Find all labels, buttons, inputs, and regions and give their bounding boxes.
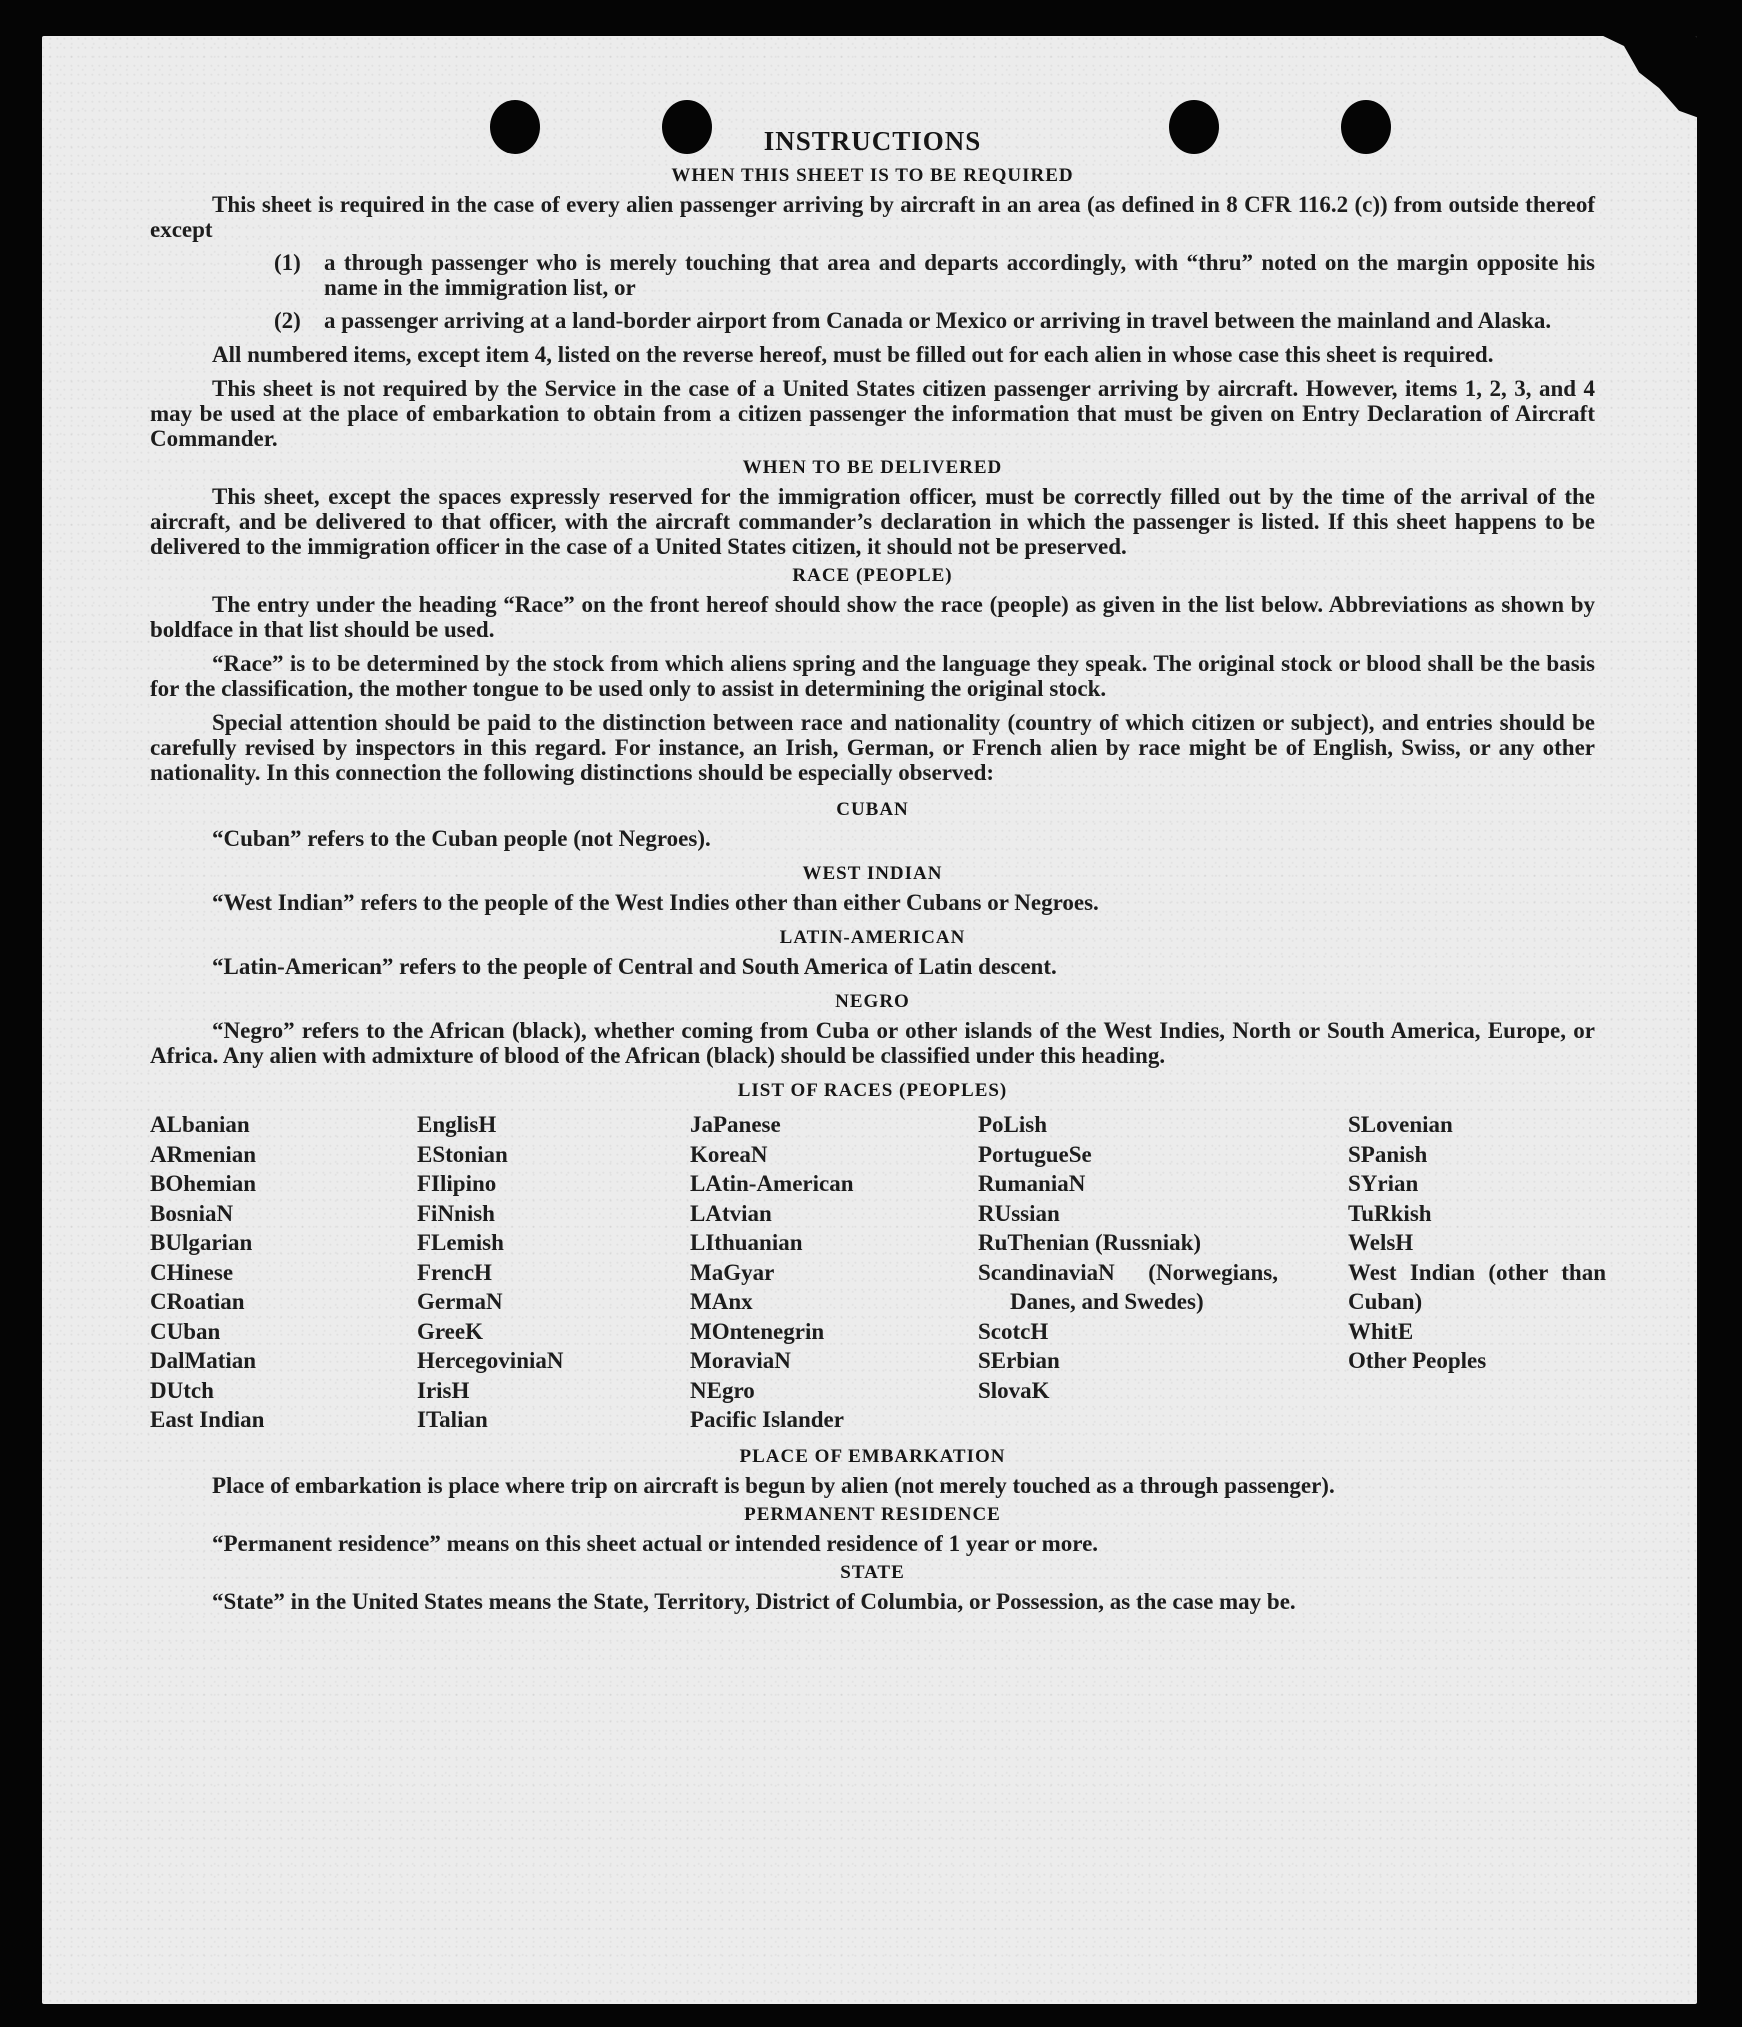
race-column: [690, 1110, 975, 1435]
race-column: [978, 1110, 1278, 1405]
race-entry: HercegoviniaN: [417, 1348, 564, 1373]
race-entry: CRoatian: [150, 1289, 245, 1314]
race-entry: MaGyar: [690, 1259, 775, 1285]
document-sheet: [42, 36, 1697, 2004]
section-heading: PERMANENT RESIDENCE: [744, 1504, 1001, 1525]
item-number: (1): [274, 250, 301, 275]
race-entry: PortugueSe: [978, 1141, 1092, 1167]
race-entry: NEgro: [690, 1377, 755, 1403]
paragraph: The entry under the heading “Race” on the front hereof should show the race (people) as given in the list below. Abbreviations as shown by boldface in that list should be used.: [150, 592, 1595, 642]
section-heading: PLACE OF EMBARKATION: [739, 1446, 1006, 1467]
race-entry: SErbian: [978, 1348, 1060, 1373]
race-entry: DalMatian: [150, 1348, 257, 1373]
item-text: a passenger arriving at a land-border airport from Canada or Mexico or arriving in travel between the mainland and Alaska.: [324, 308, 1552, 333]
instructions-content: [150, 126, 1606, 1614]
section-heading: WHEN TO BE DELIVERED: [742, 457, 1003, 478]
paragraph: “Negro” refers to the African (black), whether coming from Cuba or other islands of the West Indies, North or South America, Europe, or Africa. Any alien with admixture of blood of the African (black) should be classified under this heading.: [150, 1018, 1595, 1068]
race-entry: Pacific Islander: [690, 1407, 844, 1432]
paragraph: All numbered items, except item 4, listed on the reverse hereof, must be filled out for each alien in whose case this sheet is required.: [212, 342, 1494, 367]
race-entry: GreeK: [417, 1318, 483, 1344]
race-entry: MAnx: [690, 1289, 753, 1314]
race-entry: SlovaK: [978, 1377, 1050, 1403]
race-list: [150, 1110, 1606, 1440]
torn-corner: [1599, 36, 1697, 154]
paragraph: “Race” is to be determined by the stock from which aliens spring and the language they speak. The original stock or blood shall be the basis for the classification, the mother tongue to be used only to assist in determining the original stock.: [150, 651, 1595, 701]
paragraph: “West Indian” refers to the people of the West Indies other than either Cubans or Negroes.: [212, 890, 1099, 915]
race-entry: FrencH: [417, 1259, 492, 1285]
race-entry: ARmenian: [150, 1141, 257, 1167]
item-text: a through passenger who is merely touching that area and departs accordingly, with “thru” noted on the margin opposite his name in the immigration list, or: [324, 250, 1595, 300]
race-entry: BOhemian: [150, 1171, 257, 1196]
section-heading: WHEN THIS SHEET IS TO BE REQUIRED: [671, 165, 1074, 186]
race-entry: KoreaN: [690, 1141, 768, 1167]
race-entry: BosniaN: [150, 1200, 234, 1226]
section-heading: RACE (PEOPLE): [792, 565, 953, 586]
item-number: (2): [274, 308, 301, 333]
paragraph: Special attention should be paid to the distinction between race and nationality (country of which citizen or subject), and entries should be carefully revised by inspectors in this regard. For instance, an Irish, German, or French alien by race might be of English, Swiss, or any other nationality. In this connection the following distinctions should be especially observed:: [150, 710, 1595, 785]
race-entry: ScandinaviaN (Norwegians, Danes, and Swedes): [978, 1259, 1278, 1314]
paragraph: This sheet, except the spaces expressly reserved for the immigration officer, must be correctly filled out by the time of the arrival of the aircraft, and be delivered to that officer, with the aircraft commander’s declaration in which the passenger is listed. If this sheet happens to be delivered to the immigration officer in the case of a United States citizen, it should not be preserved.: [150, 484, 1595, 559]
race-entry: RumaniaN: [978, 1171, 1086, 1196]
race-entry: West Indian (other than Cuban): [1348, 1259, 1606, 1314]
race-entry: ITalian: [417, 1407, 488, 1432]
section-heading: WEST INDIAN: [802, 863, 943, 884]
race-entry: GermaN: [417, 1289, 503, 1314]
paragraph: “Cuban” refers to the Cuban people (not Negroes).: [212, 826, 711, 851]
race-entry: ScotcH: [978, 1318, 1049, 1344]
race-column: [150, 1110, 405, 1435]
paragraph: “Permanent residence” means on this sheet actual or intended residence of 1 year or more.: [212, 1531, 1099, 1556]
race-entry: BUlgarian: [150, 1230, 253, 1255]
race-entry: LIthuanian: [690, 1230, 803, 1255]
paragraph: “State” in the United States means the State, Territory, District of Columbia, or Possession, as the case may be.: [212, 1589, 1296, 1614]
race-entry: Other Peoples: [1348, 1348, 1487, 1373]
race-entry: IrisH: [417, 1377, 470, 1403]
race-entry: DUtch: [150, 1377, 214, 1403]
race-entry: CUban: [150, 1318, 221, 1344]
race-entry: SPanish: [1348, 1141, 1428, 1167]
race-entry: SYrian: [1348, 1171, 1419, 1196]
race-entry: ALbanian: [150, 1112, 250, 1137]
race-entry: RUssian: [978, 1200, 1060, 1226]
race-column: [1348, 1110, 1606, 1376]
race-entry: RuThenian (Russniak): [978, 1230, 1202, 1255]
race-entry: MOntenegrin: [690, 1318, 825, 1344]
exception-item: [150, 308, 1595, 333]
paragraph: “Latin-American” refers to the people of Central and South America of Latin descent.: [212, 954, 1057, 979]
race-entry: PoLish: [978, 1112, 1048, 1137]
race-entry: SLovenian: [1348, 1112, 1453, 1137]
race-entry: MoraviaN: [690, 1348, 791, 1373]
paragraph: Place of embarkation is place where trip on aircraft is begun by alien (not merely touched as a through passenger).: [212, 1473, 1335, 1498]
section-heading: LIST OF RACES (PEOPLES): [737, 1080, 1008, 1101]
race-entry: LAtvian: [690, 1200, 772, 1226]
race-entry: TuRkish: [1348, 1200, 1432, 1226]
race-entry: WelsH: [1348, 1230, 1414, 1255]
section-heading: CUBAN: [836, 799, 909, 820]
race-column: [417, 1110, 687, 1435]
paragraph: This sheet is required in the case of every alien passenger arriving by aircraft in an area (as defined in 8 CFR 116.2 (c)) from outside thereof except: [150, 192, 1595, 242]
paragraph: This sheet is not required by the Service in the case of a United States citizen passenger arriving by aircraft. However, items 1, 2, 3, and 4 may be used at the place of embarkation to obtain from a citizen passenger the information that must be given on Entry Declaration of Aircraft Commander.: [150, 376, 1595, 451]
race-entry: FiNnish: [417, 1200, 495, 1226]
exception-item: [150, 250, 1595, 300]
race-entry: JaPanese: [690, 1112, 781, 1137]
race-entry: FIlipino: [417, 1171, 497, 1196]
section-heading: NEGRO: [835, 991, 910, 1012]
race-entry: WhitE: [1348, 1318, 1414, 1344]
section-heading: LATIN-AMERICAN: [779, 927, 966, 948]
race-entry: FLemish: [417, 1230, 504, 1255]
race-entry: EStonian: [417, 1141, 508, 1167]
section-heading: STATE: [840, 1562, 905, 1583]
race-entry: East Indian: [150, 1407, 265, 1432]
race-entry: CHinese: [150, 1259, 234, 1285]
race-entry: EnglisH: [417, 1112, 497, 1137]
page-title: INSTRUCTIONS: [763, 126, 982, 156]
race-entry: LAtin-American: [690, 1171, 854, 1196]
